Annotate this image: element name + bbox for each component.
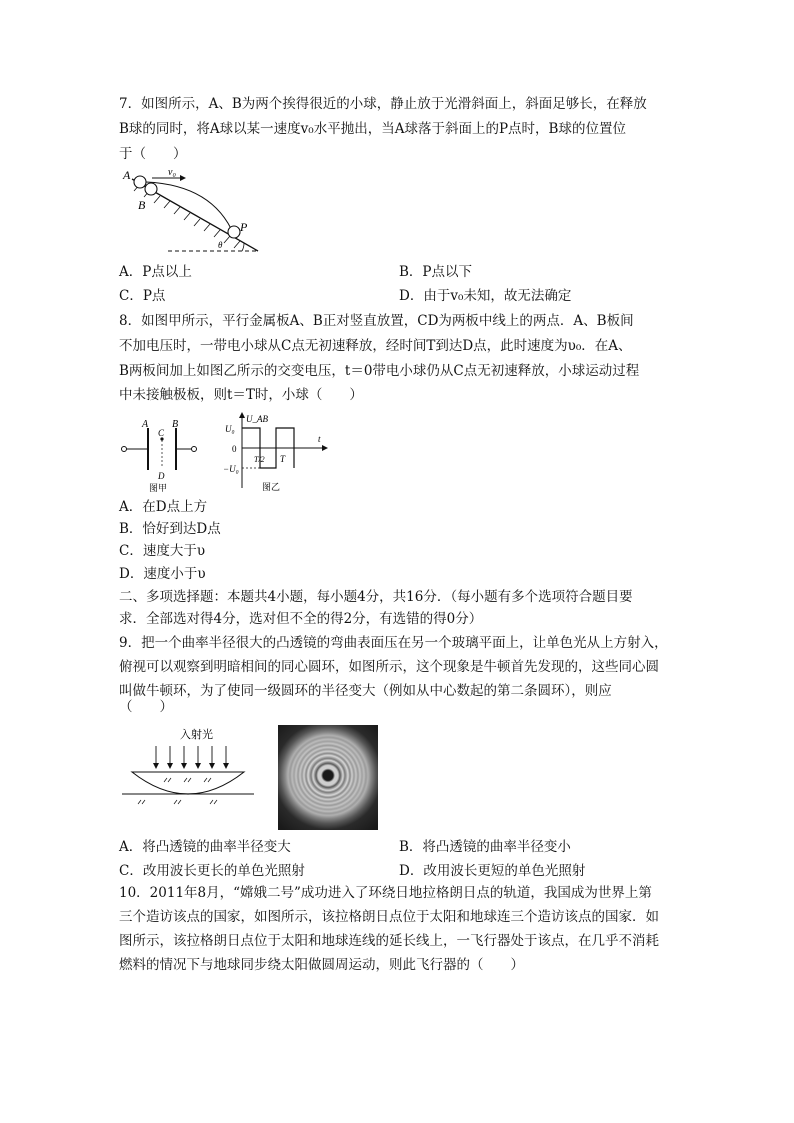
q9-stem-line3: 叫做牛顿环，为了使同一级圆环的半径变大（例如从中心数起的第二条圆环），则应: [119, 683, 612, 699]
q10-stem-line4: 燃料的情况下与地球同步绕太阳做圆周运动，则此飞行器的（ ）: [119, 957, 524, 973]
q9-option-a: A．将凸透镜的曲率半径变大: [119, 839, 291, 855]
q7-stem-line3: 于（ ）: [119, 146, 187, 162]
q7-option-d: D．由于v₀未知，故无法确定: [399, 288, 572, 304]
q7-label-v0: v₀: [168, 167, 176, 178]
q7-option-c: C．P点: [119, 288, 166, 304]
q8-axis-t: t: [318, 434, 321, 444]
q9-stem-line1: 9．把一个曲率半径很大的凸透镜的弯曲表面压在另一个玻璃平面上，让单色光从上方射入，: [119, 635, 668, 651]
q7-incline-figure: [118, 165, 268, 257]
q9-stem-line4: （ ）: [119, 699, 173, 715]
q9-newton-rings-photo: [278, 725, 378, 830]
section2-heading-line1: 二、多项选择题：本题共4小题，每小题4分，共16分．（每小题有多个选项符合题目要: [119, 589, 633, 605]
q8-stem-line3: B两板间加上如图乙所示的交变电压，t＝0带电小球仍从C点无初速释放，小球运动过程: [119, 363, 640, 379]
q8-caption-jia: 图甲: [149, 483, 168, 493]
q10-stem-line1: 10．2011年8月，“嫦娥二号”成功进入了环绕日地拉格朗日点的轨道，我国成为世界上第: [119, 885, 652, 901]
q8-tick-t: T: [280, 454, 286, 464]
q7-label-p: P: [240, 220, 248, 234]
q7-label-theta: θ: [218, 240, 223, 250]
q8-option-d: D．速度小于υ: [119, 566, 206, 582]
q10-stem-line2: 三个造访该点的国家，如图所示，该拉格朗日点位于太阳和地球连三个造访该点的国家．如: [119, 909, 659, 925]
q8-stem-line4: 中未接触极板，则t＝T时，小球（ ）: [119, 387, 363, 403]
q8-label-d: D: [158, 471, 165, 481]
q8-plates-figure: [118, 418, 198, 496]
q9-stem-line2: 俯视可以观察到明暗相间的同心圆环，如图所示，这个现象是牛顿首先发现的，这些同心圆: [119, 659, 659, 675]
q8-tick-neg-u0: −U₀: [223, 464, 239, 474]
q7-option-b: B．P点以下: [399, 264, 473, 280]
q8-tick-half-t: T/2: [254, 455, 265, 464]
q8-voltage-graph: [222, 410, 334, 496]
q9-incident-light-label: 入射光: [180, 729, 213, 741]
q7-label-a: A: [123, 168, 131, 182]
q8-axis-uab: U_AB: [246, 414, 268, 424]
section2-heading-line2: 求．全部选对得4分，选对但不全的得2分，有选错的得0分）: [119, 611, 483, 627]
q8-option-c: C．速度大于υ: [119, 543, 206, 559]
q8-label-b: B: [172, 419, 179, 430]
q9-option-d: D．改用波长更短的单色光照射: [399, 863, 586, 879]
q7-option-a: A．P点以上: [119, 264, 192, 280]
q7-stem-line1: 7．如图所示，A、B为两个挨得很近的小球，静止放于光滑斜面上，斜面足够长，在释放: [119, 96, 647, 112]
q8-stem-line1: 8．如图甲所示，平行金属板A、B正对竖直放置，CD为两板中线上的两点．A、B板间: [119, 313, 634, 329]
q10-stem-line3: 图所示，该拉格朗日点位于太阳和地球连线的延长线上，一飞行器处于该点，在几乎不消耗: [119, 933, 659, 949]
q8-caption-yi: 图乙: [262, 482, 281, 492]
q8-tick-u0: U₀: [225, 424, 235, 434]
q7-stem-line2: B球的同时，将A球以某一速度v₀水平抛出，当A球落于斜面上的P点时，B球的位置位: [119, 121, 626, 137]
q8-tick-zero: 0: [232, 444, 237, 454]
q8-label-c: C: [158, 428, 165, 438]
q8-option-a: A．在D点上方: [119, 499, 208, 515]
q9-option-b: B．将凸透镜的曲率半径变小: [399, 839, 571, 855]
q9-lens-diagram: [118, 726, 258, 810]
q8-stem-line2: 不加电压时，一带电小球从C点无初速释放，经时间T到达D点，此时速度为υ₀．在A、: [119, 338, 632, 354]
q8-option-b: B．恰好到达D点: [119, 521, 221, 537]
q8-label-a: A: [142, 419, 149, 430]
q9-option-c: C．改用波长更长的单色光照射: [119, 863, 305, 879]
q7-label-b: B: [138, 198, 146, 212]
